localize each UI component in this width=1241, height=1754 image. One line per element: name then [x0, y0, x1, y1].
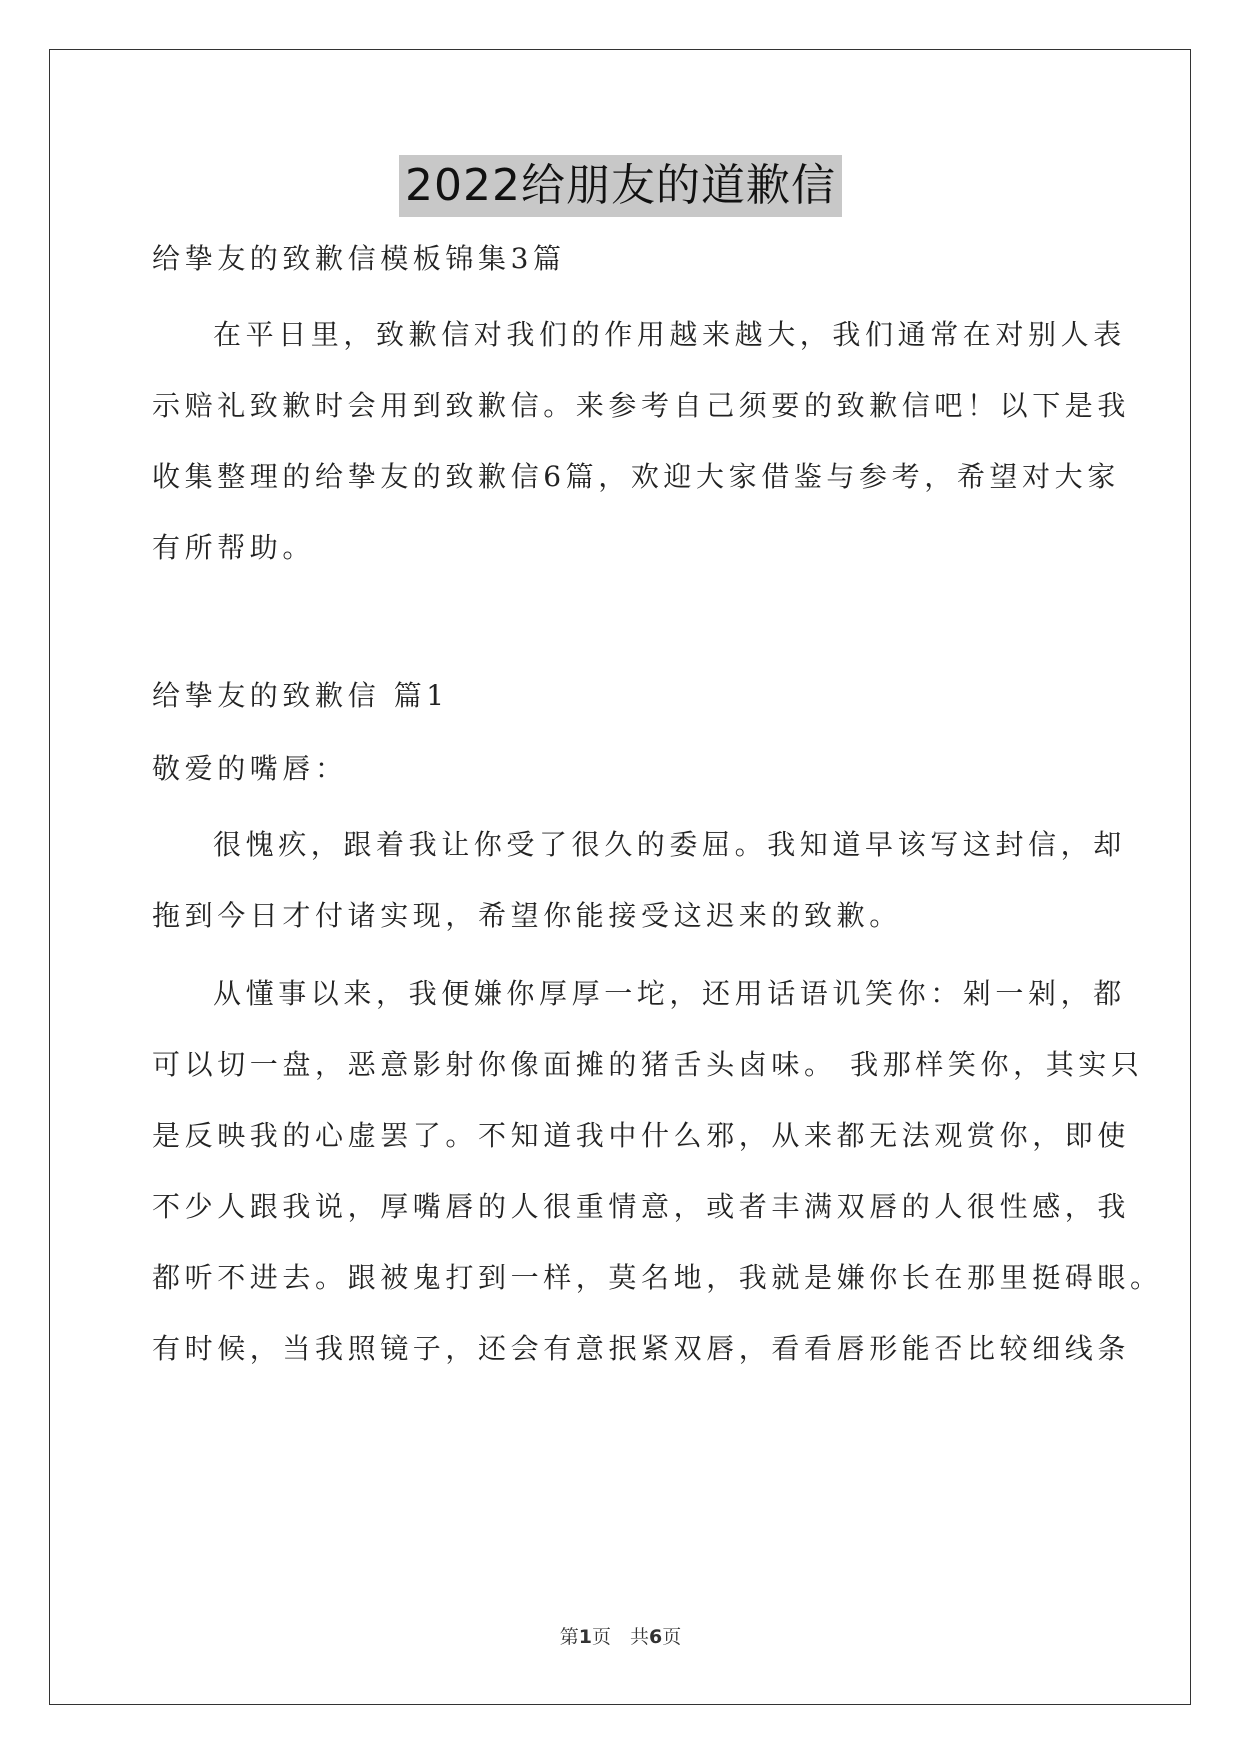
paragraph-line: 是反映我的心虚罢了。不知道我中什么邪，从来都无法观赏你，即使	[152, 1119, 1131, 1152]
footer-page-suffix: 页	[662, 1626, 682, 1648]
page-border	[49, 49, 1191, 1705]
salutation: 敬爱的嘴唇：	[152, 752, 348, 785]
paragraph-line: 都听不进去。跟被鬼打到一样，莫名地，我就是嫌你长在那里挺碍眼。	[152, 1261, 1163, 1294]
document-subtitle: 给挚友的致歉信模板锦集3篇	[152, 242, 566, 275]
paragraph-line: 很愧疚，跟着我让你受了很久的委屈。我知道早该写这封信，却	[213, 828, 1126, 861]
footer-current-page: 1	[578, 1626, 592, 1648]
section-heading: 给挚友的致歉信 篇1	[152, 679, 449, 712]
paragraph-line: 可以切一盘，恶意影射你像面摊的猪舌头卤味。 我那样笑你，其实只	[152, 1048, 1144, 1081]
intro-line: 收集整理的给挚友的致歉信6篇，欢迎大家借鉴与参考，希望对大家	[152, 460, 1120, 493]
intro-line: 在平日里，致歉信对我们的作用越来越大，我们通常在对别人表	[213, 318, 1126, 351]
intro-line: 示赔礼致歉时会用到致歉信。来参考自己须要的致歉信吧！以下是我	[152, 389, 1131, 422]
page-footer	[0, 1624, 1241, 1650]
paragraph-line: 从懂事以来，我便嫌你厚厚一坨，还用话语讥笑你：剁一剁，都	[213, 977, 1126, 1010]
footer-page-prefix: 第	[559, 1626, 579, 1648]
paragraph-line: 不少人跟我说，厚嘴唇的人很重情意，或者丰满双唇的人很性感，我	[152, 1190, 1131, 1223]
paragraph-line: 有时候，当我照镜子，还会有意抿紧双唇，看看唇形能否比较细线条	[152, 1332, 1131, 1365]
title-container	[0, 155, 1241, 217]
footer-total-pages: 6	[649, 1626, 663, 1648]
footer-page-mid: 页 共	[591, 1626, 649, 1648]
paragraph-line: 拖到今日才付诸实现，希望你能接受这迟来的致歉。	[152, 899, 902, 932]
document-title: 2022给朋友的道歉信	[399, 155, 842, 217]
intro-line: 有所帮助。	[152, 531, 316, 564]
